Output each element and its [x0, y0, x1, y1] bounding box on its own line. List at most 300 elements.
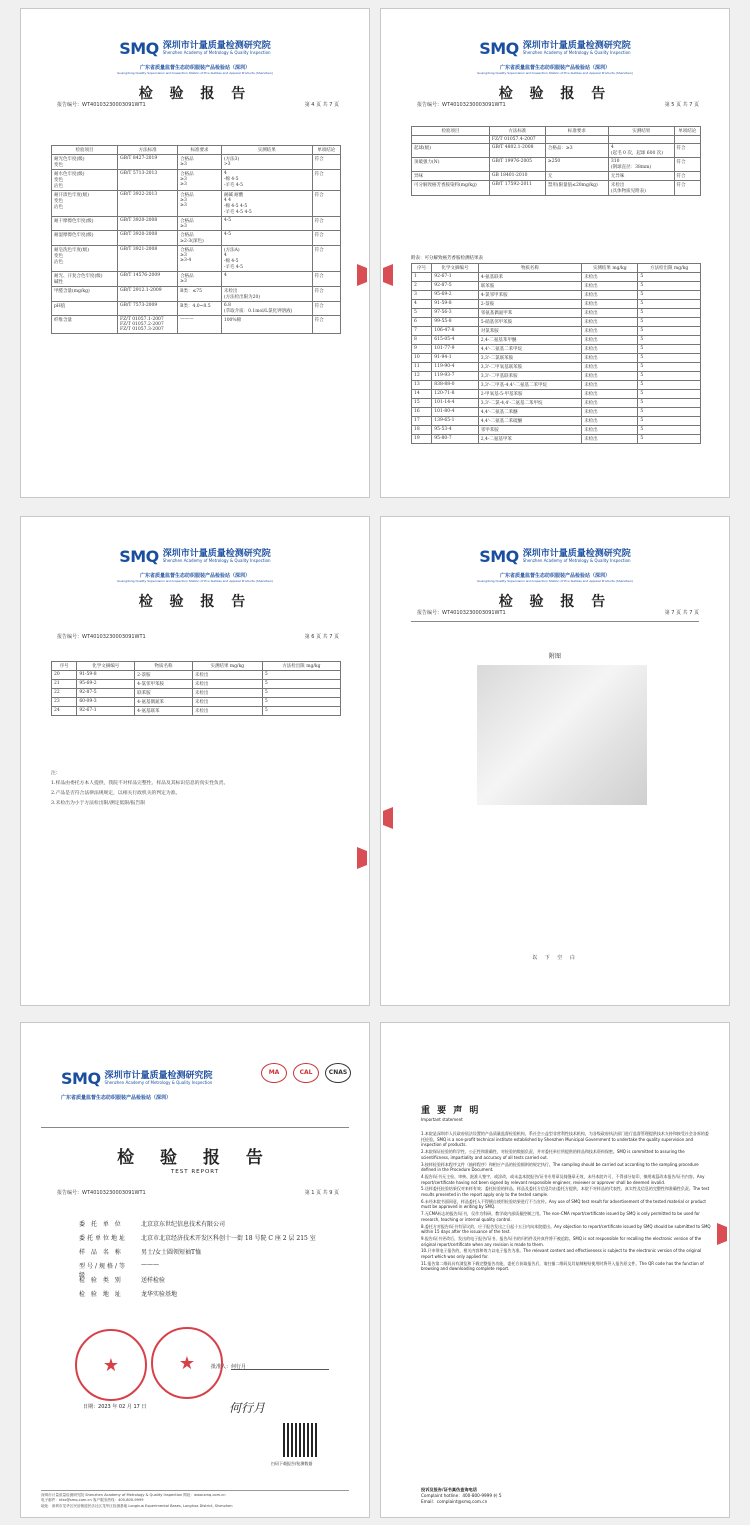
table-cell: 无异味	[608, 172, 674, 181]
page-number: 第 4 页 共 7 页	[304, 102, 339, 108]
column-header: 化学文摘编号	[432, 264, 478, 273]
table-cell: 5	[412, 309, 432, 318]
table-cell: 未检出	[582, 282, 638, 291]
table-cell: 未检出	[582, 435, 638, 444]
table-cell: 未检出	[582, 327, 638, 336]
table-cell: 5	[638, 381, 701, 390]
table-cell: 4 (起毛 0 次，起球 600 次)	[608, 144, 674, 158]
table-cell: 合格品 ≥3 ≥3-4	[178, 246, 222, 272]
table-cell: 310 (钢球直径：38mm)	[608, 158, 674, 172]
table-cell: pH值	[52, 302, 118, 316]
table-cell: GB/T 3921-2008	[118, 246, 178, 272]
table-row	[412, 291, 701, 300]
table-cell: 5	[262, 671, 340, 680]
divider	[411, 621, 699, 622]
table-row	[52, 231, 341, 246]
table-cell: 合格品 ≥3	[178, 272, 222, 287]
report-number: 报告编号：WT40103230003091WT1	[57, 102, 146, 108]
amine-table	[51, 661, 341, 716]
important-statement-page	[380, 1022, 730, 1518]
table-cell: 对氯苯胺	[478, 327, 581, 336]
photo-label: 附图	[548, 653, 561, 660]
end-marker: 以 下 空 白	[532, 955, 578, 961]
footer-line: 深圳市计量质量检测研究院 Shenzhen Academy of Metrology & Quality Inspection 网址：www.smq.com.cn	[41, 1492, 226, 1497]
table-cell: 4,4'-二氨基二苯甲烷	[478, 345, 581, 354]
station-name-cn: 广东省质量监督生态纺织服装产品检验站（深圳）	[139, 573, 250, 579]
table-cell: 95-69-2	[77, 680, 135, 689]
table-cell: 3,3'-二氯联苯胺	[478, 354, 581, 363]
table-cell: 60-09-3	[77, 698, 135, 707]
table-cell: 91-59-8	[432, 300, 478, 309]
table-cell: 耐汗渍色牢度(级) 变色 沾色	[52, 191, 118, 217]
table-cell: GB/T 3920-2008	[118, 231, 178, 246]
column-header: 实测结果 mg/kg	[582, 264, 638, 273]
table-cell: 9	[412, 345, 432, 354]
table-cell	[674, 136, 700, 144]
cover-field	[79, 1275, 165, 1284]
table-row	[52, 698, 341, 707]
table-row	[52, 155, 341, 170]
table-row	[412, 435, 701, 444]
field-label: 样 品 名 称	[79, 1249, 123, 1256]
contact-title: 投诉及报告/证书真伪查询电话	[421, 1487, 477, 1492]
table-row	[412, 363, 701, 372]
table-cell	[608, 136, 674, 144]
contact-info	[421, 1487, 502, 1505]
cover-footer	[41, 1490, 349, 1510]
table-cell: 5	[638, 327, 701, 336]
table-cell: GB/T 7573-2009	[118, 302, 178, 316]
table-row	[412, 327, 701, 336]
column-header: 单项结论	[312, 146, 340, 155]
field-label: 委托单位地址	[79, 1235, 128, 1242]
issue-date: 日期：2023 年 02 月 17 日	[83, 1404, 147, 1410]
table-cell: GB/T 3920-2008	[118, 217, 178, 231]
table-cell: 耐光色牢度(级) 变色	[52, 155, 118, 170]
table-cell: 10	[412, 354, 432, 363]
table-cell: 5	[638, 300, 701, 309]
column-header: 检验项目	[52, 146, 118, 155]
table-row	[52, 272, 341, 287]
column-header: 物质名称	[135, 662, 193, 671]
table-cell: 23	[52, 698, 77, 707]
table-cell: 119-90-4	[432, 363, 478, 372]
station-name-cn: 广东省质量监督生态纺织服装产品检验站（深圳）	[139, 65, 250, 71]
table-cell	[545, 136, 608, 144]
table-cell: 合格品：≥3	[545, 144, 608, 158]
statement-item: 7.无CMA标志的报告/证书，仅作为科研、教学或内部质量控制之用。The non-CMA report/certificate issued by SMQ is only permitted to be used for research, teaching or internal quality control.	[421, 1211, 700, 1222]
statement-item: 10.只申领电子报告的，相关内容和效力以电子报告为准。The relevant content and effectiveness is subject to the electronic version of the original report which was only applied for.	[421, 1248, 702, 1260]
contact-hotline: Complaint hotline：400-800-9999 转 5	[421, 1493, 502, 1498]
statement-body	[421, 1131, 711, 1273]
table-cell: 未检出 (具体物质见附表)	[608, 181, 674, 196]
statement-item: 11.报告第二维码具有浏览和下载完整报告功能，委托方获取报告后，请扫描二维码及其复制粘贴使用时将导入报告原文件。The QR code has the function of browsing and downloading complete report.	[421, 1260, 704, 1272]
table-cell: 95-80-7	[432, 435, 478, 444]
table-cell: 耐水色牢度(级) 变色 沾色	[52, 170, 118, 191]
org-name-en: Shenzhen Academy of Metrology & Quality Inspection	[522, 50, 631, 55]
table-cell: 24	[52, 707, 77, 716]
table-cell: 3,3'-二氯-4,4'-二氨基二苯甲烷	[478, 399, 581, 408]
station-name-cn: 广东省质量监督生态纺织服装产品检验站（深圳）	[499, 573, 610, 579]
table-row	[412, 144, 701, 158]
table-cell: 120-71-8	[432, 390, 478, 399]
table-cell: 4-氨基联苯	[478, 273, 581, 282]
column-header: 方法标准	[118, 146, 178, 155]
table-cell: 符合	[312, 155, 340, 170]
table-cell: 禁用(限量值≤20mg/kg)	[545, 181, 608, 196]
seam-stamp	[383, 264, 393, 286]
table-row	[52, 170, 341, 191]
page-header	[21, 39, 369, 103]
table-cell: 5	[262, 689, 340, 698]
divider	[41, 1127, 349, 1128]
table-cell: 95-53-4	[432, 426, 478, 435]
table-cell: 符合	[312, 170, 340, 191]
table-cell: 95-69-2	[432, 291, 478, 300]
table-cell: 符合	[312, 191, 340, 217]
table-cell: 可分解致癌芳香胺染料(mg/kg)	[412, 181, 490, 196]
table-cell: B类：4.0~8.5	[178, 302, 222, 316]
approver-name: 何行月	[231, 1364, 247, 1370]
table-cell: 4-氯邻甲苯胺	[478, 291, 581, 300]
table-cell: 纤维含量	[52, 316, 118, 334]
table-row	[412, 345, 701, 354]
report-number: 报告编号：WT40103230003091WT1	[57, 634, 146, 640]
table-row	[412, 390, 701, 399]
column-header: 序号	[412, 264, 432, 273]
table-cell: 92-87-5	[432, 282, 478, 291]
table-cell: 5	[262, 698, 340, 707]
field-value: 北京京东世纪信息技术有限公司	[141, 1221, 226, 1228]
table-cell: GB/T 8427-2019	[118, 155, 178, 170]
table-header-row	[412, 127, 701, 136]
footer-line: 地址：深圳市龙华区民治街道民乐社区龙华区检测基地 Longhua Experimental Bases, Longhua District, Shenzhen	[41, 1503, 233, 1508]
table-cell: 5	[638, 291, 701, 300]
table-cell: 邻氨基偶氮甲苯	[478, 309, 581, 318]
table-cell: GB/T 19976-2005	[489, 158, 545, 172]
table-cell: 12	[412, 372, 432, 381]
note-line: 3.未检出为小于方法检出限/测定低限/报告限	[51, 801, 146, 806]
org-name-en: Shenzhen Academy of Metrology & Quality Inspection	[162, 558, 271, 563]
table-cell: 5	[638, 372, 701, 381]
table-cell: 耐干摩擦色牢度(级)	[52, 217, 118, 231]
table-row	[412, 372, 701, 381]
table-row	[412, 282, 701, 291]
approver-signature: 何行月	[229, 1401, 266, 1415]
field-value: 北京市北京经济技术开发区科创十一街 18 号院 C 座 2 层 215 室	[141, 1235, 316, 1242]
table-cell: 2-萘胺	[478, 300, 581, 309]
report-number: 报告编号：WT40103230003091WT1	[417, 102, 506, 108]
page-header	[21, 547, 369, 611]
org-name-en: Shenzhen Academy of Metrology & Quality Inspection	[162, 50, 271, 55]
cover-field	[79, 1219, 225, 1228]
table-cell: 未检出	[582, 309, 638, 318]
statement-title-en: Important statement	[421, 1117, 463, 1122]
field-label: 检 验 地 址	[79, 1291, 123, 1298]
table-row	[52, 246, 341, 272]
column-header: 实测结果	[608, 127, 674, 136]
page-title: 检 验 报 告	[498, 594, 612, 610]
table-cell: 未检出	[192, 689, 262, 698]
field-value: 男士/女士圆领短袖T恤	[141, 1249, 202, 1256]
table-header-row	[412, 264, 701, 273]
table-cell: 99-55-8	[432, 318, 478, 327]
table-cell: 5	[638, 417, 701, 426]
table-row	[52, 671, 341, 680]
statement-item: 3.按样检验样本程序文件（抽样程序）和相应产品的检验细则的规定执行。The sampling should be carried out according to the sampling procedure defined in the Procedure Document.	[421, 1161, 699, 1173]
seam-stamp	[383, 807, 393, 829]
table-cell: GB/T 5713-2013	[118, 170, 178, 191]
table-cell: 未检出 (方法检出限为20)	[221, 287, 312, 302]
table-cell: 5	[638, 318, 701, 327]
table-cell: 未检出	[582, 417, 638, 426]
qr-code[interactable]	[283, 1423, 317, 1457]
table-row	[412, 399, 701, 408]
table-cell: 顶破强力(N)	[412, 158, 490, 172]
station-name-en: Guangdong Quality Supervision and Inspection Station of Eco-textiles and Apparel Products (Shenzhen)	[477, 71, 633, 75]
cover-field	[79, 1233, 316, 1242]
table-row	[412, 273, 701, 282]
statement-item: 1.本院是深圳市人民政府依法设置的产品质量监督检验机构，系社会公益型非营利性技术机构，为各级政府执法部门进行监督管理提供技术支持和接受社会各界的委托检验。SMQ is a non-profit technical institute established by Shenzhen Municipal Government to undertake the quality supervision and inspection of products.	[421, 1131, 709, 1148]
station-name-en: Guangdong Quality Supervision and Inspection Station of Eco-textiles and Apparel Products (Shenzhen)	[117, 579, 273, 583]
table-row	[412, 300, 701, 309]
results-table	[411, 126, 701, 196]
table-row	[412, 426, 701, 435]
org-name-cn: 深圳市计量质量检测研究院	[522, 41, 631, 51]
statement-item: 5.送样委托检验结果仅对来样有效；委托检验的样品、样品及委托方信息均由委托方提供，本院不对样品的代表性、真实性及信息的完整性和准确性负责。The test results presented in the report apply only to the tested sample.	[421, 1186, 710, 1198]
table-cell: 5	[638, 282, 701, 291]
table-row	[52, 217, 341, 231]
table-cell: 4,4'-二氨基二苯醚	[478, 408, 581, 417]
page-number: 第 7 页 共 7 页	[664, 610, 699, 616]
table-cell: 符合	[312, 217, 340, 231]
table-cell: 符合	[312, 316, 340, 334]
table-cell: 异味	[412, 172, 490, 181]
table-row	[412, 136, 701, 144]
table-cell: 19	[412, 435, 432, 444]
table-cell: 20	[52, 671, 77, 680]
column-header: 实测结果	[221, 146, 312, 155]
table-row	[52, 680, 341, 689]
table-cell: 未检出	[582, 363, 638, 372]
org-name-cn: 深圳市计量质量检测研究院	[162, 41, 271, 51]
table-row	[52, 689, 341, 698]
table-cell: 92-87-5	[77, 689, 135, 698]
table-cell: 2,4-二氨基苯甲醚	[478, 336, 581, 345]
table-cell: 4-氨基偶氮苯	[135, 698, 193, 707]
table-cell: 139-65-1	[432, 417, 478, 426]
cover-field	[79, 1247, 201, 1256]
table-cell: 101-80-4	[432, 408, 478, 417]
cal-mark: CAL	[293, 1063, 319, 1083]
table-cell: 13	[412, 381, 432, 390]
table-cell: 15	[412, 399, 432, 408]
org-name-en: Shenzhen Academy of Metrology & Quality Inspection	[104, 1080, 213, 1085]
table-cell: 未检出	[192, 671, 262, 680]
page-number: 第 6 页 共 7 页	[304, 634, 339, 640]
table-row	[52, 707, 341, 716]
table-cell: 101-14-4	[432, 399, 478, 408]
table-cell: 6	[412, 318, 432, 327]
column-header: 检验项目	[412, 127, 490, 136]
table-cell: 未检出	[582, 372, 638, 381]
table-cell: 未检出	[582, 381, 638, 390]
sub-table-title: 附表：可分解致癌芳香胺检测结果表	[411, 256, 483, 261]
table-cell: 4	[221, 272, 312, 287]
seam-stamp	[717, 1223, 727, 1245]
table-row	[412, 354, 701, 363]
station-name-en: Guangdong Quality Supervision and Inspection Station of Eco-textiles and Apparel Products (Shenzhen)	[477, 579, 633, 583]
table-cell: 2-甲氧基-5-甲基苯胺	[478, 390, 581, 399]
table-row	[52, 302, 341, 316]
table-cell: 615-05-4	[432, 336, 478, 345]
table-cell: 5-硝基邻甲苯胺	[478, 318, 581, 327]
column-header: 标准要求	[545, 127, 608, 136]
field-label: 委 托 单 位	[79, 1221, 123, 1228]
table-cell: 未检出	[582, 336, 638, 345]
table-row	[412, 381, 701, 390]
table-cell: 4-氨基联苯	[135, 707, 193, 716]
official-seal: ★	[75, 1329, 147, 1401]
table-cell: 5	[638, 390, 701, 399]
results-table	[51, 145, 341, 334]
table-cell: ≥250	[545, 158, 608, 172]
table-cell: 5	[262, 680, 340, 689]
table-cell: 4,4'-二氨基二苯硫醚	[478, 417, 581, 426]
table-cell: 耐湿摩擦色牢度(级)	[52, 231, 118, 246]
table-header-row	[52, 662, 341, 671]
table-row	[412, 309, 701, 318]
table-cell: 92-67-1	[77, 707, 135, 716]
org-name-cn: 深圳市计量质量检测研究院	[162, 549, 271, 559]
report-notes	[51, 769, 228, 809]
table-cell: 5	[638, 345, 701, 354]
table-cell: 91-94-1	[432, 354, 478, 363]
table-cell: 未检出	[582, 300, 638, 309]
table-cell: 5	[638, 354, 701, 363]
table-cell: 2	[412, 282, 432, 291]
table-cell: 5	[638, 363, 701, 372]
contact-email: Email：complaint@smq.com.cn	[421, 1499, 488, 1504]
column-header: 方法检出限 mg/kg	[638, 264, 701, 273]
signature-line	[231, 1369, 329, 1370]
note-line: 注：	[51, 771, 61, 776]
table-cell: 5	[262, 707, 340, 716]
table-cell: 6.8 (萃取介质：0.1mol/L氯化钾溶液)	[221, 302, 312, 316]
table-cell: 未检出	[582, 426, 638, 435]
table-cell: 18	[412, 426, 432, 435]
table-row	[52, 287, 341, 302]
table-cell: 符合	[674, 144, 700, 158]
footer-line: 电子邮件：kfzx@smq.com.cn 客户服务热线：400-800-9999	[41, 1498, 144, 1502]
table-cell: 4-氯邻甲苯胺	[135, 680, 193, 689]
table-cell: GB/T 3922-2013	[118, 191, 178, 217]
column-header: 标准要求	[178, 146, 222, 155]
table-cell: 2,4-二氨基甲苯	[478, 435, 581, 444]
table-cell: ———	[178, 316, 222, 334]
statement-item: 9.报告/证书更改后，发出的电子报告/证书，报告/证书的归档件及传真件将不被追踪。SMQ is not responsible for recalling the electronic version of the original report/certificate when any revision is made to them.	[421, 1235, 702, 1247]
table-cell: 未检出	[582, 390, 638, 399]
field-value: 龙华实验基地	[141, 1291, 178, 1298]
statement-item: 2.本院保证检验的科学性、公正性和准确性，对检验的数据负责，并对委托单位所提供的样品和技术资料保密。SMQ is committed to assuring the scientificness, impartiality and accuracy of all tests carried out.	[421, 1149, 685, 1160]
table-cell: 联苯胺	[478, 282, 581, 291]
field-label: 型号/规格/等级	[79, 1263, 128, 1279]
statement-item: 4.报告/证书无主检、审核、批准人签字，或涂改，或未盖本院报告/证书专用章及骑缝章无效，未经本院许可，不得部分复印、摘用或篡改本报告/证书内容。Any report/certificate having not been signed by relevant responsible engineer, reviewer or approver shall be deemed invalid.	[421, 1173, 705, 1185]
note-line: 2.产品是否符合法律法规规定，以相关行政机关的判定为准。	[51, 791, 181, 796]
seam-stamp	[357, 847, 367, 869]
table-cell: 未检出	[192, 707, 262, 716]
page-title: 检 验 报 告	[498, 86, 612, 102]
qr-caption: 扫码下载报告/检测数据	[271, 1461, 313, 1466]
cover-title: 检 验 报 告	[117, 1148, 273, 1168]
page-title: 检 验 报 告	[138, 86, 252, 102]
table-cell: 符合	[674, 172, 700, 181]
statement-title: 重 要 声 明	[421, 1106, 481, 1116]
table-cell: 5	[638, 435, 701, 444]
page-number: 第 1 页 共 9 页	[304, 1190, 339, 1196]
table-cell	[412, 136, 490, 144]
table-cell: 100%棉	[221, 316, 312, 334]
table-cell: 5	[638, 309, 701, 318]
table-cell: 符合	[674, 158, 700, 172]
table-cell: (方法A) 4 -棉 4-5 -羊毛 4-5	[221, 246, 312, 272]
org-name-en: Shenzhen Academy of Metrology & Quality Inspection	[522, 558, 631, 563]
table-cell: 符合	[312, 302, 340, 316]
table-cell: 符合	[312, 246, 340, 272]
table-cell: 未检出	[582, 408, 638, 417]
smq-logo: SMQ	[119, 39, 159, 58]
table-cell: GB 18401-2010	[489, 172, 545, 181]
table-row	[412, 181, 701, 196]
cma-mark: MA	[261, 1063, 287, 1083]
table-cell: 17	[412, 417, 432, 426]
page-header	[381, 39, 729, 103]
table-cell: 97-56-3	[432, 309, 478, 318]
field-value: ———	[141, 1261, 159, 1268]
page-number: 第 5 页 共 7 页	[664, 102, 699, 108]
report-page-5	[380, 8, 730, 498]
page-title: 检 验 报 告	[138, 594, 252, 610]
seam-stamp	[357, 264, 367, 286]
report-number: 报告编号：WT40103230003091WT1	[57, 1190, 146, 1196]
amine-table	[411, 263, 701, 444]
table-cell: 甲醛含量(mg/kg)	[52, 287, 118, 302]
table-cell: 4 -棉 4-5 -羊毛 4-5	[221, 170, 312, 191]
report-page-4	[20, 8, 370, 498]
table-cell: 邻甲苯胺	[478, 426, 581, 435]
table-row	[412, 336, 701, 345]
table-row	[52, 191, 341, 217]
smq-logo: SMQ	[479, 547, 519, 566]
accreditation-marks	[261, 1063, 351, 1083]
report-cover	[20, 1022, 370, 1518]
table-cell: 5	[638, 336, 701, 345]
table-cell: GB/T 4802.1-2008	[489, 144, 545, 158]
cover-field	[79, 1289, 177, 1298]
table-row	[412, 408, 701, 417]
table-cell: 符合	[674, 181, 700, 196]
table-cell: 8	[412, 336, 432, 345]
cover-header	[61, 1069, 213, 1101]
statement-item: 8.委托方对报告/证书有异议的，应于报告发出之日起十五日内向本院提出。Any objection to report/certificate issued by SMQ should be submitted to SMQ within 15 days after the issuance of the test.	[421, 1223, 711, 1235]
table-cell: 5	[638, 408, 701, 417]
report-number: 报告编号：WT40103230003091WT1	[417, 610, 506, 616]
table-cell: 16	[412, 408, 432, 417]
table-cell: GB/T 2912.1-2009	[118, 287, 178, 302]
table-cell: 未检出	[192, 680, 262, 689]
table-cell: 21	[52, 680, 77, 689]
column-header: 实测结果 mg/kg	[192, 662, 262, 671]
